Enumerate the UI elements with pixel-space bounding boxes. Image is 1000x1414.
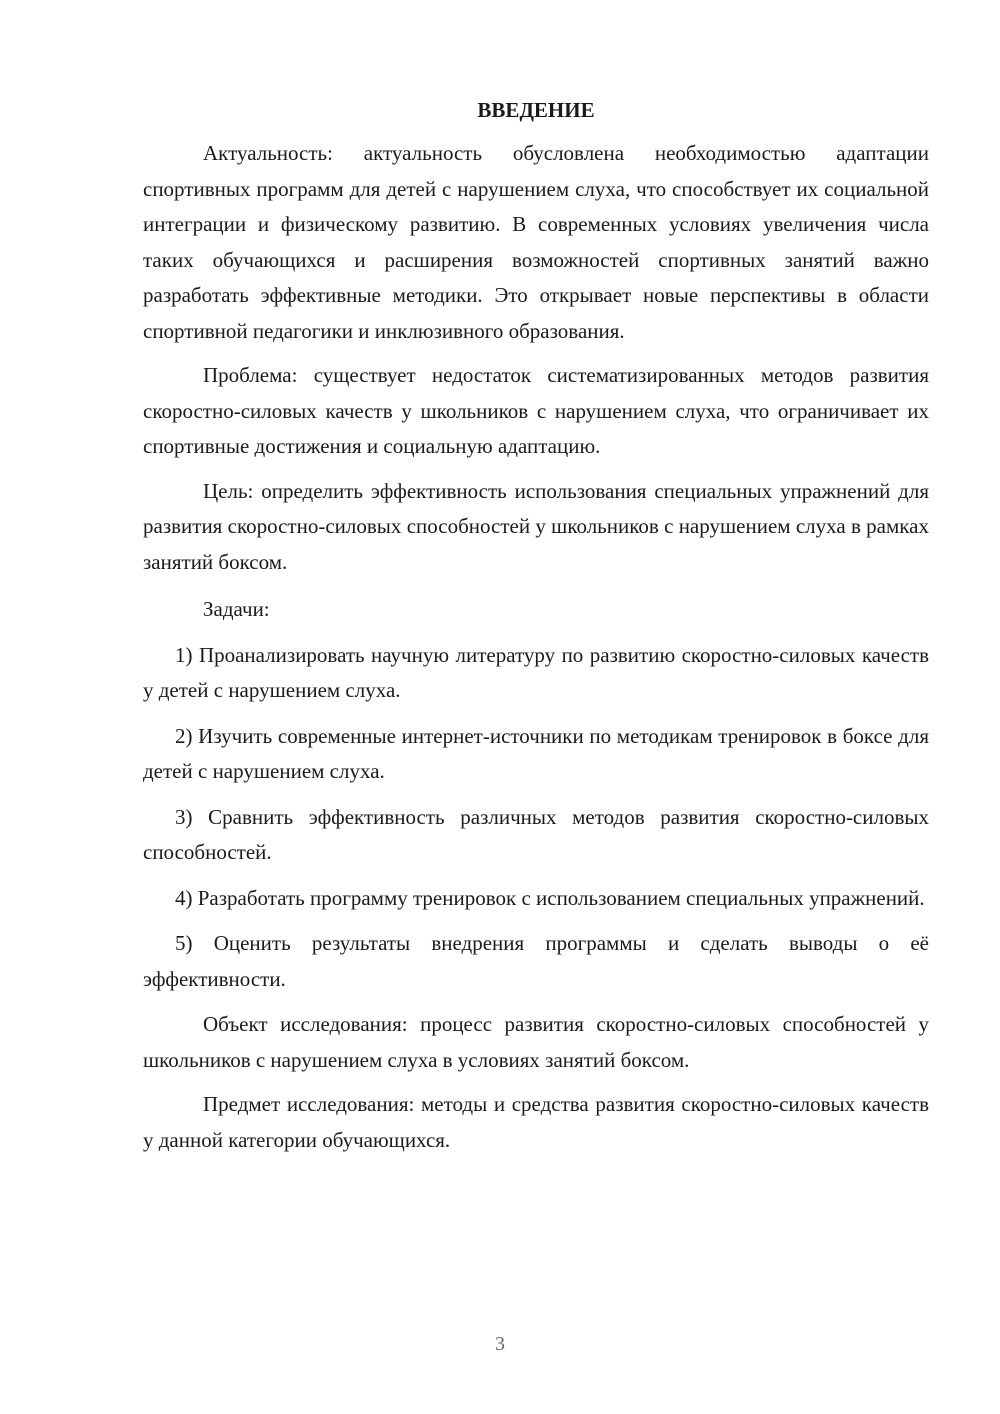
section-title: ВВЕДЕНИЕ bbox=[477, 98, 595, 122]
subject-paragraph: Предмет исследования: методы и средства развития скоростно-силовых качеств у данной категории обучающихся. bbox=[143, 1092, 929, 1152]
goal-paragraph: Цель: определить эффективность использования специальных упражнений для развития скоростно-силовых способностей у школьников с нарушением слуха в рамках занятий боксом. bbox=[143, 478, 929, 574]
task-item: 2) Изучить современные интернет-источники по методикам тренировок в боксе для детей с нарушением слуха. bbox=[143, 723, 929, 783]
problem-paragraph: Проблема: существует недостаток систематизированных методов развития скоростно-силовых качеств у школьников с нарушением слуха, что ограничивает их спортивные достижения и социальную адаптацию. bbox=[143, 363, 929, 458]
page-content bbox=[143, 94, 929, 1167]
task-item: 1) Проанализировать научную литературу по развитию скоростно-силовых качеств у детей с нарушением слуха. bbox=[143, 642, 929, 702]
task-item: 4) Разработать программу тренировок с использованием специальных упражнений. bbox=[175, 885, 925, 910]
tasks-list bbox=[143, 638, 929, 998]
tasks-label: Задачи: bbox=[203, 597, 270, 621]
page-number: 3 bbox=[495, 1333, 505, 1355]
relevance-paragraph: Актуальность: актуальность обусловлена необходимостью адаптации спортивных программ для детей с нарушением слуха, что способствует их социальной интеграции и физическому развитию. В современных условиях увеличения числа таких обучающихся и расширения возможностей спортивных занятий важно разработать эффективные методики. Это открывает новые перспективы в области спортивной педагогики и инклюзивного образования. bbox=[143, 141, 929, 343]
task-item: 5) Оценить результаты внедрения программы и сделать выводы о её эффективности. bbox=[143, 931, 929, 991]
object-paragraph: Объект исследования: процесс развития скоростно-силовых способностей у школьников с нарушением слуха в условиях занятий боксом. bbox=[143, 1012, 929, 1072]
task-item: 3) Сравнить эффективность различных методов развития скоростно-силовых способностей. bbox=[143, 804, 929, 864]
